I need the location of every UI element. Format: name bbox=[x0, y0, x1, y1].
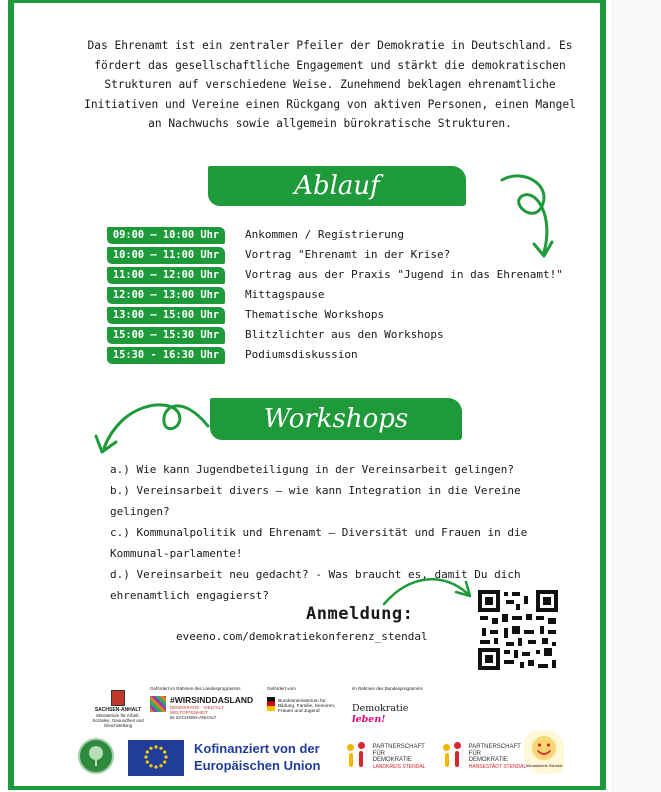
pfd2-l3: DEMOKRATIE bbox=[468, 757, 508, 763]
wirsinddasland-name: #WIRSINDDASLAND bbox=[170, 695, 254, 705]
schedule-event: Mittagspause bbox=[245, 288, 325, 301]
workshops-heading: Workshops bbox=[210, 398, 462, 440]
intro-paragraph: Das Ehrenamt ist ein zentraler Pfeiler der Demokratie in Deutschland. Es fördert das gesellschaftliche Engagement und stärkt die demokratischen Strukturen auf verschiedene Weise. Zunehmend beklagen ehrenamtliche Initiativen und Vereine einen Rückgang von aktiven Personen, einen Mangel an Nachwuchs sowie allgemein bürokratische Strukturen. bbox=[84, 39, 576, 130]
leben-word: leben! bbox=[352, 714, 386, 725]
demokratie-leben-logo bbox=[352, 686, 442, 725]
qr-code-icon[interactable] bbox=[476, 588, 560, 672]
eu-flag-icon bbox=[128, 740, 184, 776]
schedule-time: 10:00 – 11:00 Uhr bbox=[107, 247, 225, 264]
workshop-item: a.) Wie kann Jugendbeteiligung in der Vereinsarbeit gelingen? bbox=[110, 463, 514, 476]
workshops-list bbox=[110, 459, 580, 606]
smiley-face-icon bbox=[529, 733, 559, 763]
wirsinddasland-sub1: DEMOKRATIE · VIELFALT · WELTOFFENHEIT bbox=[170, 705, 227, 715]
workshop-item: d.) Vereinsarbeit neu gedacht? - Was braucht es, damit Du dich ehrenamtlich engagierst? bbox=[110, 568, 521, 602]
schedule-event: Thematische Workshops bbox=[245, 308, 385, 321]
schedule-event: Podiumsdiskussion bbox=[245, 348, 358, 361]
german-flag-icon bbox=[267, 697, 275, 711]
pfd1-l4: LANDKREIS STENDAL bbox=[372, 763, 426, 770]
sachsen-anhalt-name: SACHSEN-ANHALT bbox=[94, 707, 142, 713]
anmeldung-title: Anmeldung: bbox=[306, 604, 414, 624]
bmfsfj-pre: Gefördert vom bbox=[267, 686, 296, 691]
schedule-event: Blitzlichter aus den Workshops bbox=[245, 328, 444, 341]
curved-arrow-right-icon bbox=[492, 166, 562, 266]
pfd-hansestadt-logo bbox=[442, 742, 526, 770]
anmeldung-url[interactable]: eveeno.com/demokratiekonferenz_stendal bbox=[176, 630, 428, 643]
page-edge-strip bbox=[612, 0, 661, 792]
pfd1-l1: PARTNERSCHAFT bbox=[372, 744, 425, 750]
schedule-event: Vortrag "Ehrenamt in der Krise? bbox=[245, 248, 451, 261]
pfd2-l2: FÜR bbox=[468, 750, 482, 757]
schedule-time: 15:30 - 16:30 Uhr bbox=[107, 347, 225, 364]
ablauf-heading: Ablauf bbox=[208, 166, 466, 206]
schedule-time: 09:00 – 10:00 Uhr bbox=[107, 227, 225, 244]
schedule-time: 12:00 – 13:00 Uhr bbox=[107, 287, 225, 304]
pfd-figures-icon bbox=[442, 742, 464, 768]
pfd-figures-icon bbox=[346, 742, 368, 768]
demokratie-leben-pre: im Rahmen des Bundesprogramms bbox=[352, 686, 423, 691]
eu-line1: Kofinanziert von der bbox=[194, 741, 320, 756]
altmark-face-text: Altmarkkreis Stendal bbox=[525, 763, 563, 768]
wirsinddasland-logo bbox=[150, 686, 254, 720]
pfd2-l1: PARTNERSCHAFT bbox=[468, 744, 521, 750]
pfd1-l2: FÜR bbox=[372, 750, 386, 757]
workshop-item: b.) Vereinsarbeit divers – wie kann Integration in die Vereine gelingen? bbox=[110, 484, 521, 518]
bmfsfj-logo bbox=[267, 686, 347, 714]
pfd-landkreis-logo bbox=[346, 742, 425, 770]
dots-pattern-icon bbox=[150, 696, 166, 712]
tree-icon bbox=[80, 740, 112, 772]
tree-emblem-logo bbox=[78, 738, 114, 774]
demokratie-word: Demokratie bbox=[352, 703, 409, 714]
schedule-event: Vortrag aus der Praxis "Jugend in das Ehrenamt!" bbox=[245, 268, 563, 281]
schedule-time: 15:00 – 15:30 Uhr bbox=[107, 327, 225, 344]
bmfsfj-text: Bundesministerium für Bildung, Familie, Senioren, Frauen und Jugend bbox=[278, 699, 336, 714]
coat-of-arms-icon bbox=[111, 690, 125, 706]
eu-cofunded-text bbox=[194, 740, 320, 774]
wirsinddasland-sub2: IN SACHSEN-ANHALT bbox=[170, 715, 217, 720]
sachsen-anhalt-logo bbox=[90, 690, 146, 728]
pfd2-l4: HANSESTADT STENDAL bbox=[468, 763, 527, 770]
workshop-item: c.) Kommunalpolitik und Ehrenamt – Diversität und Frauen in die Kommunal-parlamente! bbox=[110, 526, 528, 560]
schedule-time: 11:00 – 12:00 Uhr bbox=[107, 267, 225, 284]
altmark-face-logo bbox=[524, 730, 564, 774]
schedule-time: 13:00 – 15:00 Uhr bbox=[107, 307, 225, 324]
schedule-event: Ankommen / Registrierung bbox=[245, 228, 404, 241]
eu-line2: Europäischen Union bbox=[194, 758, 321, 773]
sachsen-anhalt-sub: Ministerium für Arbeit, Soziales, Gesundheit und Gleichstellung bbox=[92, 713, 144, 728]
curved-arrow-left-icon bbox=[92, 396, 212, 462]
pfd1-l3: DEMOKRATIE bbox=[372, 757, 412, 763]
wirsinddasland-pre: Gefördert im Rahmen des Landesprogramms bbox=[150, 686, 241, 691]
